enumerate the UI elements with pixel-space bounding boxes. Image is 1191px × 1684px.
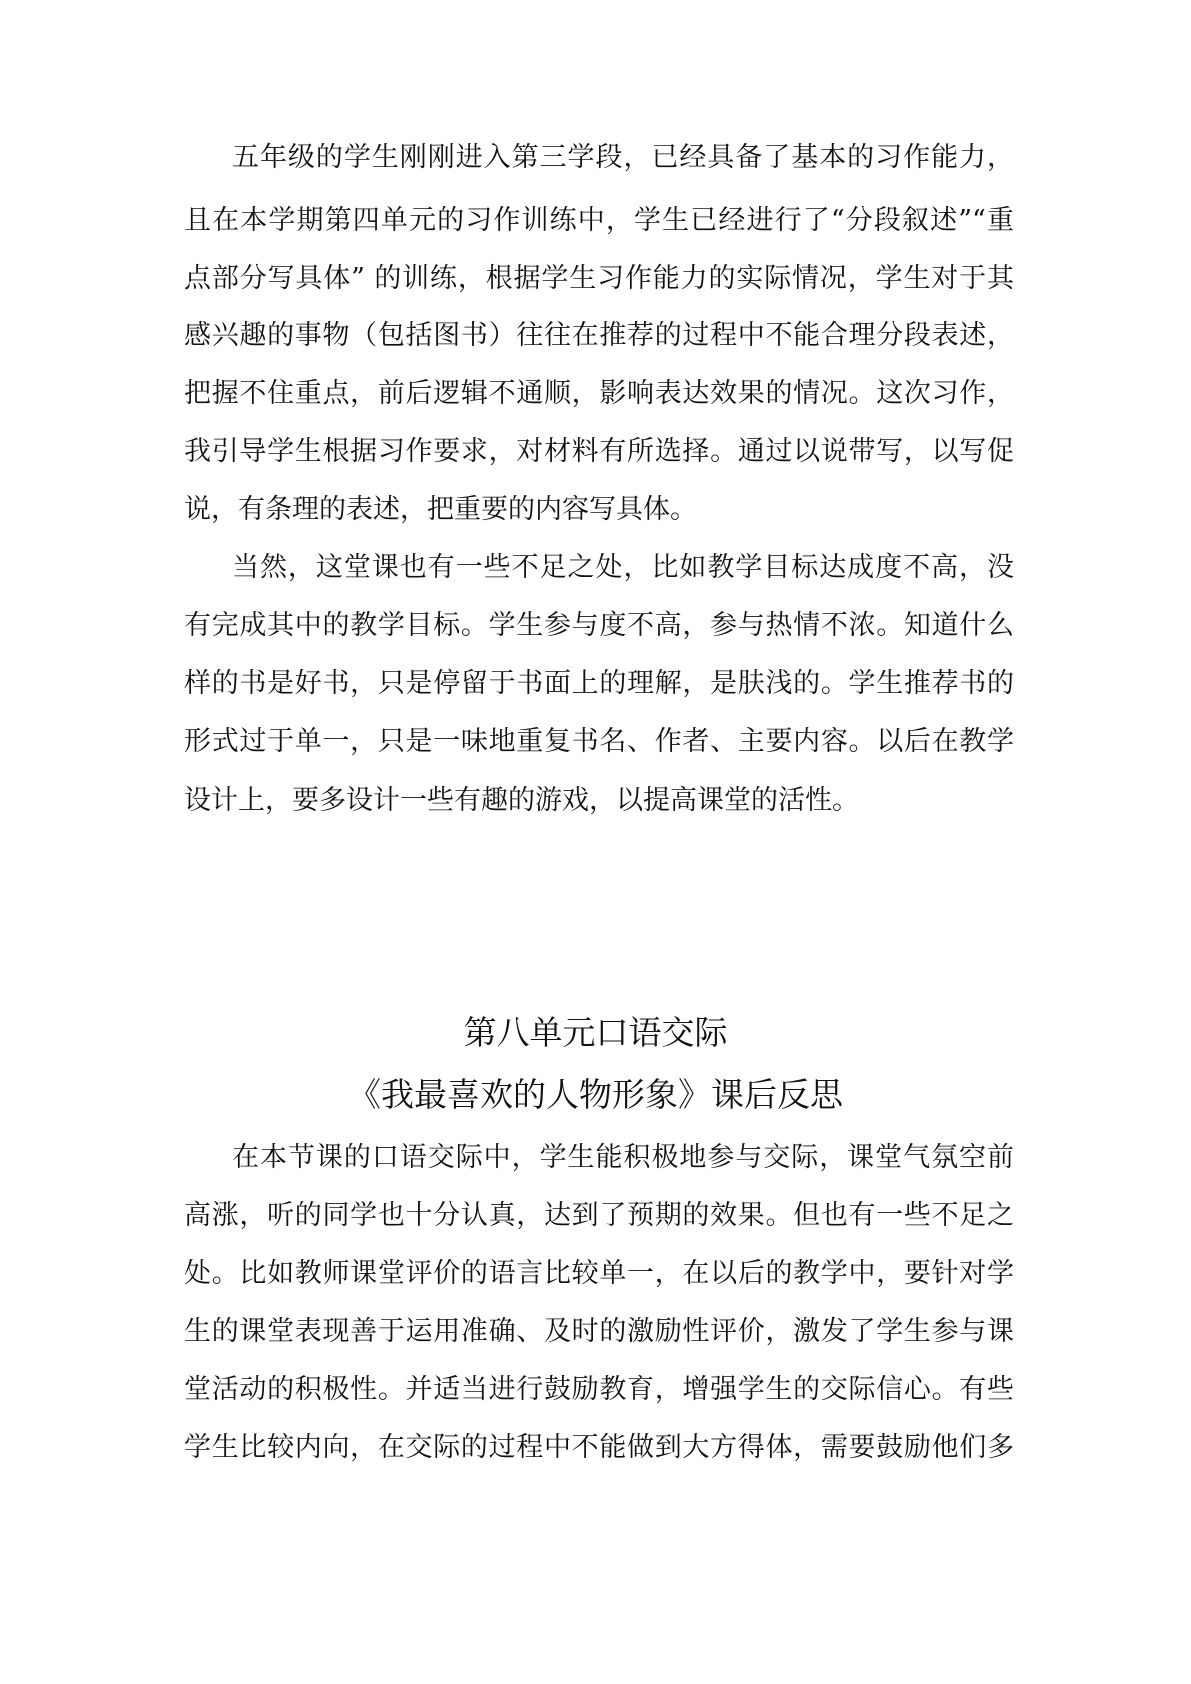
paragraph-line: 有完成其中的教学目标。学生参与度不高，参与热情不浓。知道什么 [184,610,1014,641]
paragraph-line: 高涨，听的同学也十分认真，达到了预期的效果。但也有一些不足之 [184,1200,1014,1231]
paragraph-line: 在本节课的口语交际中，学生能积极地参与交际，课堂气氛空前 [232,1142,1014,1173]
paragraph-line: 感兴趣的事物（包括图书）往往在推荐的过程中不能合理分段表述， [184,320,1014,351]
paragraph-line: 样的书是好书，只是停留于书面上的理解，是肤浅的。学生推荐书的 [184,668,1014,699]
paragraph-line: 且在本学期第四单元的习作训练中，学生已经进行了“分段叙述”“重 [184,205,1014,236]
paragraph-line: 形式过于单一，只是一味地重复书名、作者、主要内容。以后在教学 [184,726,1014,757]
paragraph-line: 设计上，要多设计一些有趣的游戏，以提高课堂的活性。 [184,785,859,816]
paragraph-line: 生的课堂表现善于运用准确、及时的激励性评价，激发了学生参与课 [184,1316,1014,1347]
paragraph-line: 说，有条理的表述，把重要的内容写具体。 [184,494,697,525]
paragraph-line: 堂活动的积极性。并适当进行鼓励教育，增强学生的交际信心。有些 [184,1374,1014,1405]
paragraph-line: 五年级的学生刚刚进入第三学段，已经具备了基本的习作能力， [232,142,1014,173]
paragraph-line: 学生比较内向，在交际的过程中不能做到大方得体，需要鼓励他们多 [184,1432,1014,1463]
paragraph-line: 把握不住重点，前后逻辑不通顺，影响表达效果的情况。这次习作， [184,378,1014,409]
paragraph-line: 我引导学生根据习作要求，对材料有所选择。通过以说带写，以写促 [184,436,1014,467]
paragraph-line: 当然，这堂课也有一些不足之处，比如教学目标达成度不高，没 [232,552,1014,583]
paragraph-line: 点部分写具体” 的训练，根据学生习作能力的实际情况，学生对于其 [184,263,1014,294]
section-title-line-2: 《我最喜欢的人物形象》课后反思 [348,1075,843,1114]
section-title-line-1: 第八单元口语交际 [463,1013,728,1052]
paragraph-line: 处。比如教师课堂评价的语言比较单一，在以后的教学中，要针对学 [184,1258,1014,1289]
